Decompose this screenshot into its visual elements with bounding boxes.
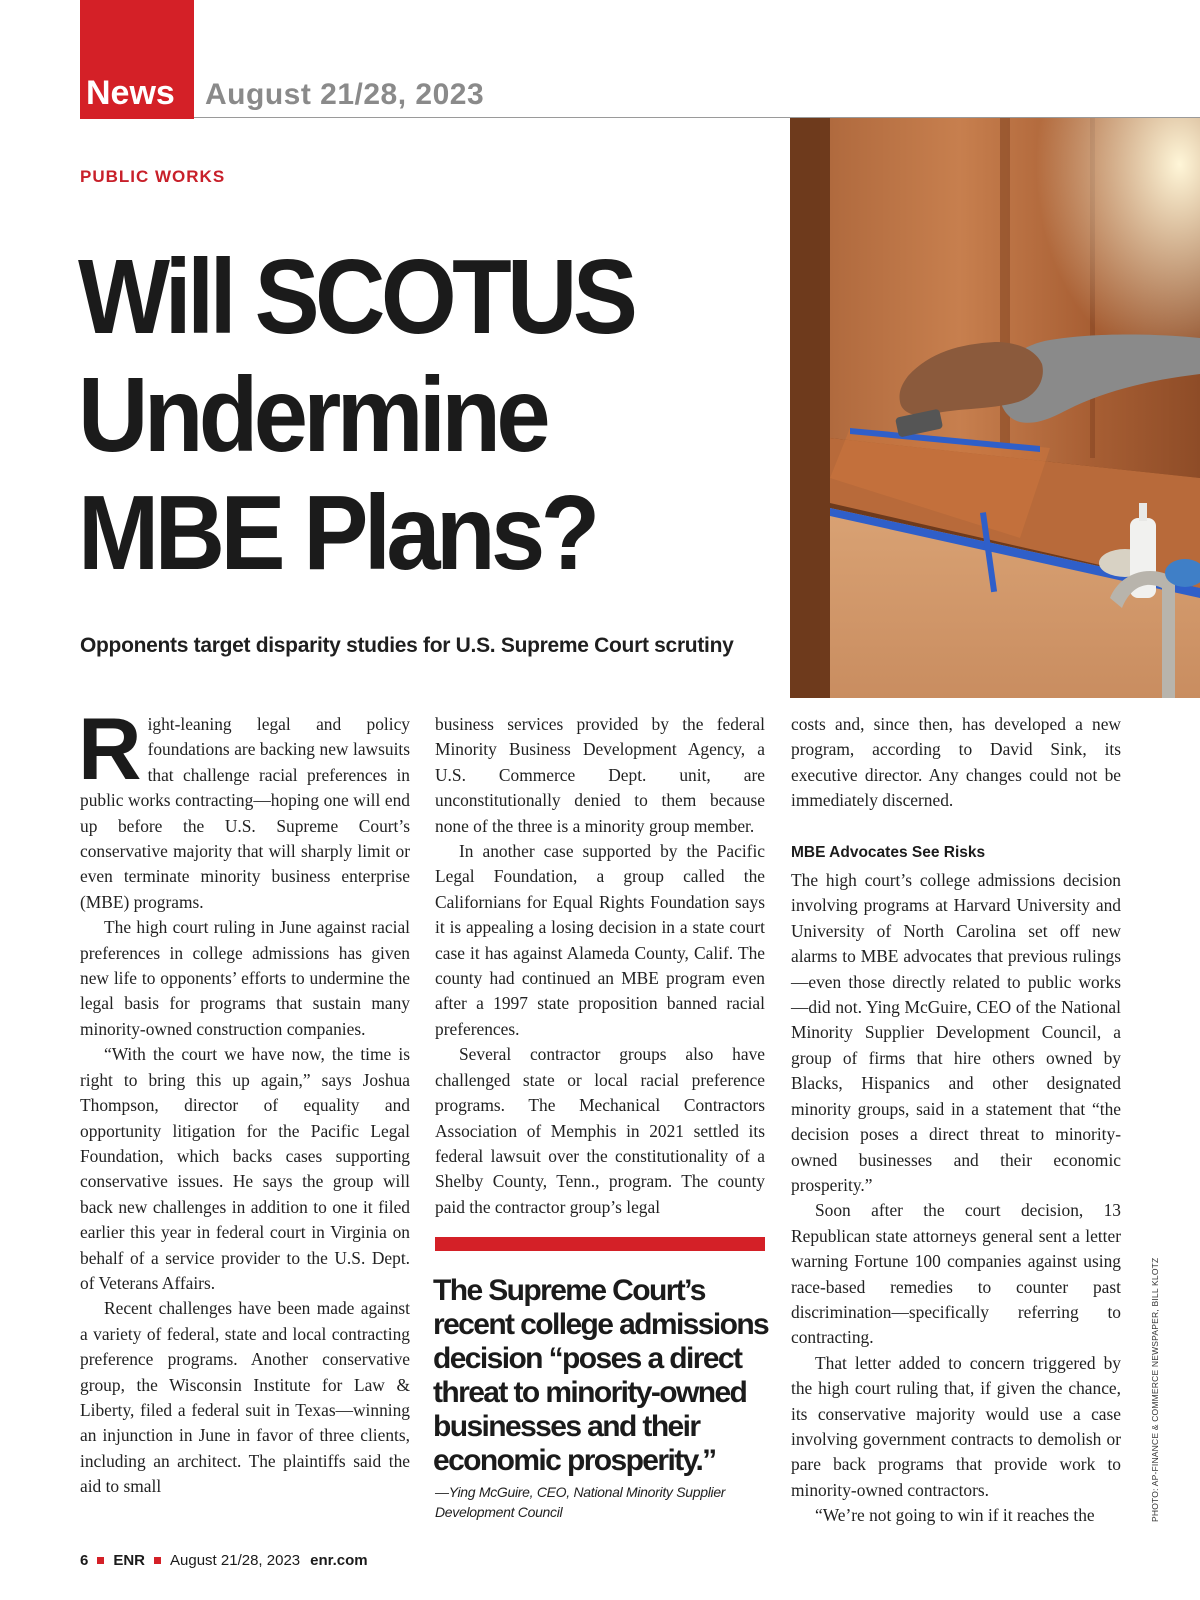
drop-cap: R [78, 699, 142, 798]
website-link[interactable]: enr.com [310, 1552, 368, 1569]
publication-name: ENR [113, 1552, 146, 1569]
pull-quote-attribution: —Ying McGuire, CEO, National Minority Supplier Development Council [435, 1484, 726, 1520]
paragraph: In another case supported by the Pacific Legal Foundation, a group called the Californians for Equal Rights Foundation says it is appealing a losing decision in a state court case it has against Alameda County, Calif. The county had continued an MBE program even after a 1997 state proposition banned racial preferences. [435, 841, 765, 1039]
headline-line: Will SCOTUS [78, 238, 634, 356]
square-bullet-icon [97, 1557, 104, 1564]
article-column-3 [791, 712, 1121, 1529]
headline-line: MBE Plans? [78, 474, 596, 592]
article-photo [790, 118, 1200, 698]
lead-paragraph-text: ight-leaning legal and policy foundations are backing new lawsuits that challenge racial preferences in public works contracting—hoping one will end up before the U.S. Supreme Court’s conservative majority that will sharply limit or even terminate minority business enterprise (MBE) programs. [80, 714, 410, 912]
section-tag-label: News [86, 74, 175, 112]
headline-line: Undermine [78, 356, 546, 474]
section-subhead: MBE Advocates See Risks [791, 843, 986, 861]
deck-subtitle: Opponents target disparity studies for U.S. Supreme Court scrutiny [80, 634, 734, 657]
section-tag [80, 0, 194, 119]
paragraph: costs and, since then, has developed a new program, according to David Sink, its executive director. Any changes could not be immediately discerned. [791, 714, 1121, 811]
paragraph: business services provided by the federal Minority Business Development Agency, a U.S. Commerce Dept. unit, are unconstitutionally denied to them because none of the three is a minority group member. [435, 714, 765, 836]
paragraph [78, 699, 410, 915]
paragraph: The high court ruling in June against racial preferences in college admissions has given new life to opponents’ efforts to undermine the legal basis for programs that sustain many minority-owned construction companies. [80, 917, 410, 1039]
paragraph: Recent challenges have been made against a variety of federal, state and local contracting preference programs. Another conservative group, the Wisconsin Institute for Law & Liberty, filed a federal suit in Texas—winning an injunction in June in favor of three clients, including an architect. The plaintiffs said the aid to small [80, 1298, 410, 1497]
paragraph: Soon after the court decision, 13 Republican state attorneys general sent a letter warning Fortune 100 companies against using race-based remedies to counter past discrimination—specifically referring to contracting. [791, 1200, 1121, 1348]
paragraph: “With the court we have now, the time is right to bring this up again,” says Joshua Thompson, director of equality and opportunity litigation for the Pacific Legal Foundation, which backs cases supporting conservative issues. He says the group will back new challenges in addition to one it filed earlier this year in federal court in Virginia on behalf of a service provider to the U.S. Dept. of Veterans Affairs. [80, 1044, 410, 1293]
issue-date: August 21/28, 2023 [205, 78, 485, 111]
worker-taping-countertop-photo [790, 118, 1200, 698]
photo-credit: PHOTO: AP-FINANCE & COMMERCE NEWSPAPER, BILL KLOTZ [1150, 1257, 1160, 1522]
paragraph: “We’re not going to win if it reaches the [815, 1505, 1095, 1526]
headline [78, 238, 704, 592]
page-footer [80, 1552, 368, 1569]
pull-quote-bar [435, 1237, 765, 1251]
square-bullet-icon [154, 1557, 161, 1564]
page-number: 6 [80, 1552, 89, 1569]
paragraph: Several contractor groups also have challenged state or local racial preference programs. The Mechanical Contractors Association of Memphis in 2021 settled its federal lawsuit over the constitutionality of a Shelby County, Tenn., program. The county paid the contractor group’s legal [435, 1044, 765, 1217]
article-column-2 [435, 712, 765, 1220]
article-column-1 [78, 699, 410, 1500]
section-kicker: PUBLIC WORKS [80, 167, 226, 186]
pull-quote: The Supreme Court’s recent college admissions decision “poses a direct threat to minority-owned businesses and their economic prosperity.” [433, 1274, 769, 1477]
paragraph: The high court’s college admissions decision involving programs at Harvard University and University of North Carolina set off new alarms to MBE advocates that previous rulings—even those directly related to public works—did not. Ying McGuire, CEO of the National Minority Supplier Development Council, a group of firms that hire others owned by Blacks, Hispanics and other designated minority groups, said in a statement that “the decision poses a direct threat to minority-owned businesses and their economic prosperity.” [791, 870, 1121, 1195]
footer-date: August 21/28, 2023 [170, 1552, 301, 1569]
paragraph: That letter added to concern triggered by the high court ruling that, if given the chance, its conservative majority would use a case involving government contracts to demolish or pare back programs that provide work to minority-owned contractors. [791, 1352, 1121, 1500]
